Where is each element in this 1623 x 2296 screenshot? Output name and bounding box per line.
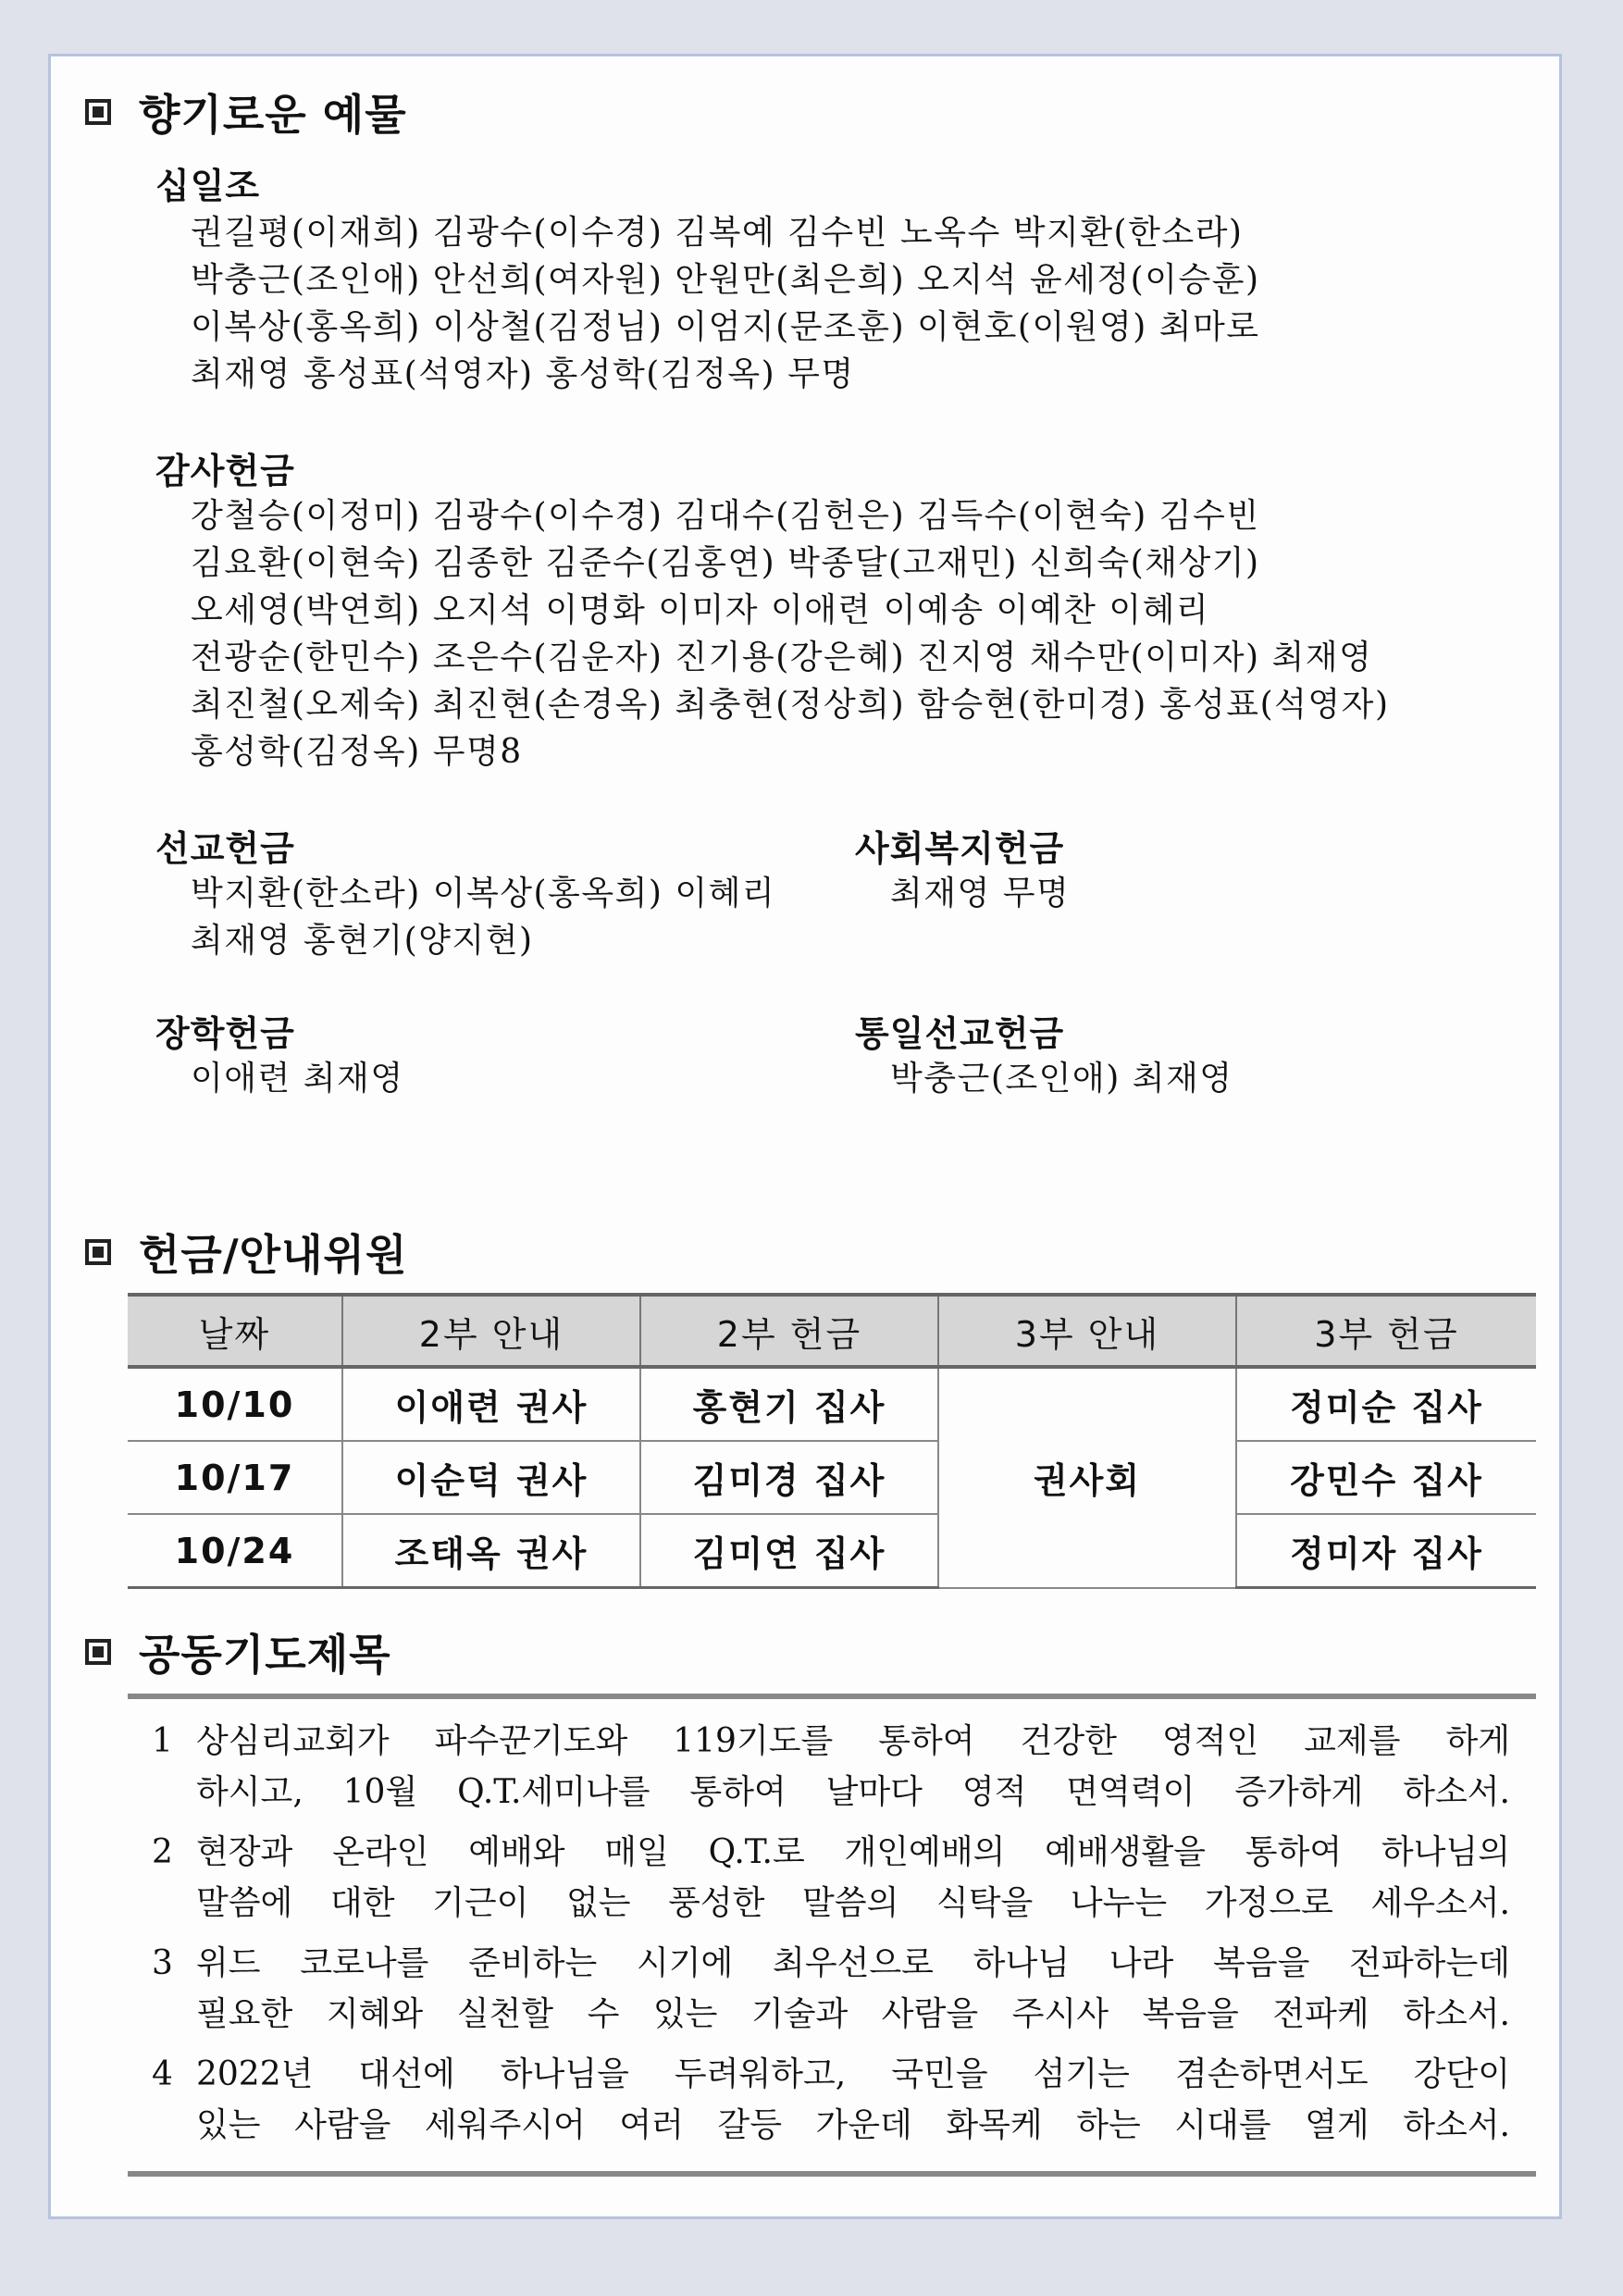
name-line: 전광순(한민수) 조은수(김운자) 진기용(강은혜) 진지영 채수만(이미자) 최재영 [191,639,1373,676]
column-header: 2부 안내 [342,1295,640,1367]
section-title-text: 공동기도제목 [139,1630,391,1680]
prayer-number: 1 [152,1722,173,1760]
offering-2nd-cell: 김미경 집사 [640,1441,938,1514]
unification-offering-names [890,1055,1233,1102]
prayer-line: 현장과 온라인 예배와 매일 Q.T.로 개인예배의 예배생활을 통하여 하나님의 [196,1833,1510,1871]
prayer-line: 하시고, 10월 Q.T.세미나를 통하여 날마다 영적 면역력이 증가하게 하소서. [196,1773,1510,1811]
ushers-table [128,1293,1536,1589]
date-cell: 10/24 [128,1514,342,1588]
offering-2nd-cell: 홍현기 집사 [640,1367,938,1441]
guide-2nd-cell: 이순덕 권사 [342,1441,640,1514]
column-header: 2부 헌금 [640,1295,938,1367]
name-line: 홍성학(김정옥) 무명8 [191,733,523,771]
column-header: 3부 헌금 [1236,1295,1536,1367]
offering-3rd-cell: 강민수 집사 [1236,1441,1536,1514]
prayer-item [128,1716,1536,1818]
square-bullet-icon [85,1639,111,1665]
name-line: 오세영(박연희) 오지석 이명화 이미자 이애련 이예송 이예찬 이혜리 [191,591,1210,629]
name-line: 최재영 홍성표(석영자) 홍성학(김정옥) 무명 [191,355,855,393]
date-cell: 10/10 [128,1367,342,1441]
prayer-line: 상심리교회가 파수꾼기도와 119기도를 통하여 건강한 영적인 교제를 하게 [196,1722,1510,1760]
prayer-line: 2022년 대선에 하나님을 두려워하고, 국민을 섬기는 겸손하면서도 강단이 [196,2055,1510,2093]
welfare-offering-names [890,870,1070,917]
offering-3rd-cell: 정미자 집사 [1236,1514,1536,1588]
column-header: 3부 안내 [938,1295,1236,1367]
prayer-text [196,2049,1510,2151]
mission-offering-names [191,870,775,964]
name-line: 박지환(한소라) 이복상(홍옥희) 이혜리 [191,875,776,912]
table-row [128,1514,1536,1588]
thanks-offering-names [191,492,1390,776]
prayer-list [128,1694,1536,2177]
prayer-section-title [85,1621,391,1682]
prayer-number: 3 [152,1944,173,1982]
name-line: 권길평(이재희) 김광수(이수경) 김복예 김수빈 노옥수 박지환(한소라) [191,214,1244,252]
name-line: 김요환(이현숙) 김종한 김준수(김홍연) 박종달(고재민) 신희숙(채상기) [191,544,1260,582]
table-row [128,1367,1536,1441]
prayer-item [128,2049,1536,2151]
offering-2nd-cell: 김미연 집사 [640,1514,938,1588]
offerings-section-title [85,81,407,143]
prayer-text [196,1938,1510,2040]
prayer-text [196,1827,1510,1929]
column-header: 날짜 [128,1295,342,1367]
thanks-offering-label: 감사헌금 [155,451,295,491]
prayer-line: 있는 사람을 세워주시어 여러 갈등 가운데 화목케 하는 시대를 열게 하소서. [196,2106,1510,2144]
guide-2nd-cell: 이애련 권사 [342,1367,640,1441]
prayer-line: 말씀에 대한 기근이 없는 풍성한 말씀의 식탁을 나누는 가정으로 세우소서. [196,1884,1510,1922]
prayer-line: 필요한 지혜와 실천할 수 있는 기술과 사람을 주시사 복음을 전파케 하소서. [196,1995,1510,2033]
tithe-names [191,209,1260,398]
table-header-row [128,1295,1536,1367]
scholarship-offering-names [191,1055,404,1102]
name-line: 최재영 무명 [890,875,1071,912]
tithe-label: 십일조 [155,166,261,206]
scholarship-offering-label: 장학헌금 [155,1013,295,1054]
square-bullet-icon [85,99,111,125]
name-line: 최진철(오제숙) 최진현(손경옥) 최충현(정상희) 함승현(한미경) 홍성표(석영자) [191,686,1390,724]
name-line: 이복상(홍옥희) 이상철(김정님) 이엄지(문조훈) 이현호(이원영) 최마로 [191,308,1260,346]
prayer-line: 위드 코로나를 준비하는 시기에 최우선으로 하나님 나라 복음을 전파하는데 [196,1944,1510,1982]
date-cell: 10/17 [128,1441,342,1514]
name-line: 박충근(조인애) 안선희(여자원) 안원만(최은희) 오지석 윤세정(이승훈) [191,261,1260,299]
prayer-number: 4 [152,2055,173,2093]
prayer-text [196,1716,1510,1818]
guide-2nd-cell: 조태옥 권사 [342,1514,640,1588]
square-bullet-icon [85,1239,111,1265]
name-line: 강철승(이정미) 김광수(이수경) 김대수(김헌은) 김득수(이현숙) 김수빈 [191,497,1260,535]
name-line: 박충근(조인애) 최재영 [890,1060,1233,1098]
welfare-offering-label: 사회복지헌금 [855,828,1065,869]
section-title-text: 향기로운 예물 [139,90,407,140]
prayer-item [128,1827,1536,1929]
ushers-section-title [85,1222,407,1283]
prayer-item [128,1938,1536,2040]
guide-3rd-merged-cell: 권사회 [938,1367,1236,1588]
name-line: 이애련 최재영 [191,1060,404,1098]
mission-offering-label: 선교헌금 [155,828,295,869]
prayer-number: 2 [152,1833,173,1871]
unification-offering-label: 통일선교헌금 [855,1013,1065,1054]
section-title-text: 헌금/안내위원 [139,1230,408,1280]
name-line: 최재영 홍현기(양지현) [191,922,534,960]
table-row [128,1441,1536,1514]
offering-3rd-cell: 정미순 집사 [1236,1367,1536,1441]
